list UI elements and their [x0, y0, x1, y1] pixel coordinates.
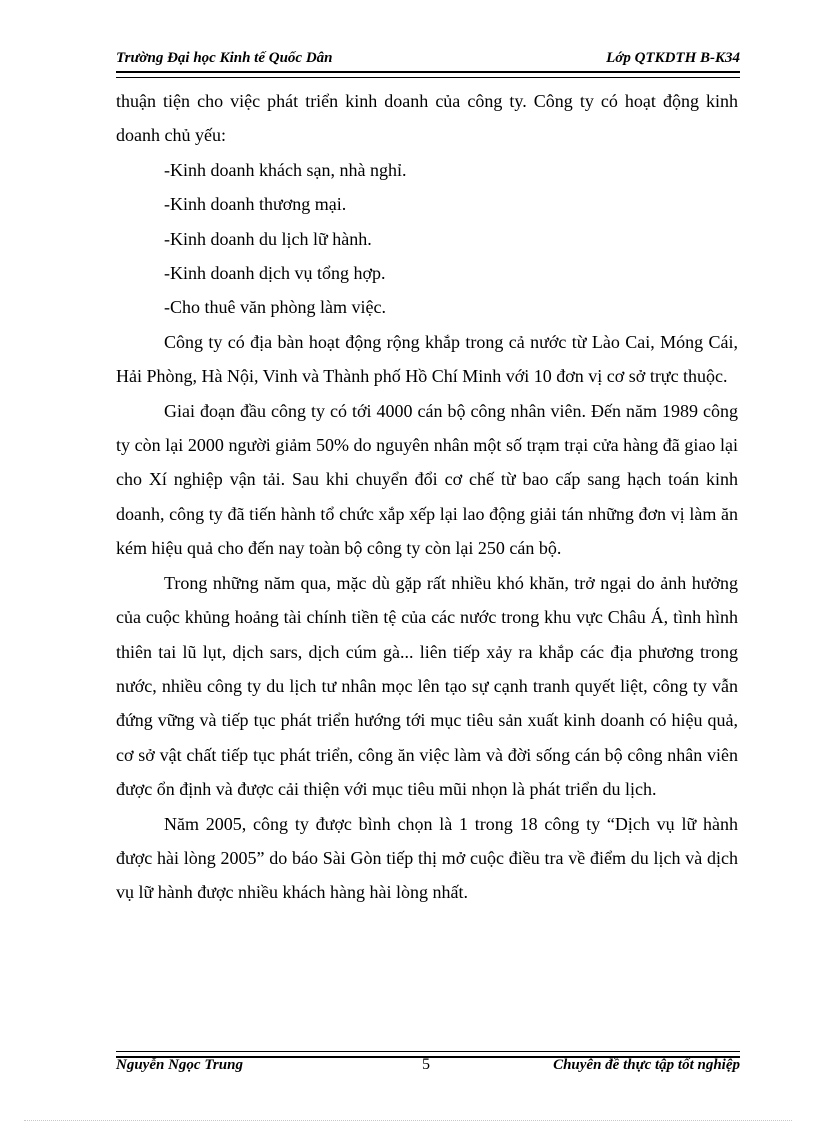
page-footer	[116, 1057, 740, 1077]
activity-item: -Kinh doanh du lịch lữ hành.	[164, 228, 372, 249]
body-paragraph: Công ty có địa bàn hoạt động rộng khắp trong cả nước từ Lào Cai, Móng Cái, Hải Phòng, Hà Nội, Vinh và Thành phố Hồ Chí Minh với 10 đơn vị cơ sở trực thuộc.	[116, 331, 738, 387]
footer-author: Nguyễn Ngọc Trung	[116, 1057, 243, 1073]
header-rule	[116, 71, 740, 78]
footer-title: Chuyên đề thực tập tốt nghiệp	[553, 1057, 740, 1073]
body-paragraph: Năm 2005, công ty được bình chọn là 1 trong 18 công ty “Dịch vụ lữ hành được hài lòng 2005” do báo Sài Gòn tiếp thị mở cuộc điều tra về điểm du lịch và dịch vụ lữ hành được nhiều khách hàng hài lòng nhất.	[116, 813, 738, 903]
intro-paragraph: thuận tiện cho việc phát triển kinh doanh của công ty. Công ty có hoạt động kinh doanh chủ yếu:	[116, 91, 738, 146]
header-class: Lớp QTKDTH B-K34	[606, 50, 740, 66]
activity-item: -Cho thuê văn phòng làm việc.	[164, 297, 386, 318]
activity-item: -Kinh doanh dịch vụ tổng hợp.	[164, 263, 386, 284]
activity-item: -Kinh doanh khách sạn, nhà nghỉ.	[164, 159, 407, 180]
page-edge-divider	[24, 1120, 792, 1121]
body-paragraph: Trong những năm qua, mặc dù gặp rất nhiều khó khăn, trở ngại do ảnh hưởng của cuộc khủng hoảng tài chính tiền tệ của các nước trong khu vực Châu Á, tình hình thiên tai lũ lụt, dịch sars, dịch cúm gà... liên tiếp xảy ra khắp các địa phương trong nước, nhiều công ty du lịch tư nhân mọc lên tạo sự cạnh tranh quyết liệt, công ty vẫn đứng vững và tiếp tục phát triển hướng tới mục tiêu sản xuất kinh doanh có hiệu quả, cơ sở vật chất tiếp tục phát triển, công ăn việc làm và đời sống cán bộ công nhân viên được ổn định và được cải thiện với mục tiêu mũi nhọn là phát triển du lịch.	[116, 572, 738, 800]
body-paragraph: Giai đoạn đầu công ty có tới 4000 cán bộ công nhân viên. Đến năm 1989 công ty còn lại 2000 người giảm 50% do nguyên nhân một số trạm trại cửa hàng đã giao lại cho Xí nghiệp vận tải. Sau khi chuyển đổi cơ chế từ bao cấp sang hạch toán kinh doanh, công ty đã tiến hành tổ chức xắp xếp lại lao động giải tán những đơn vị làm ăn kém hiệu quả cho đến nay toàn bộ công ty còn lại 250 cán bộ.	[116, 400, 738, 559]
page-body	[116, 84, 738, 910]
activity-item: -Kinh doanh thương mại.	[164, 194, 347, 215]
page-header	[116, 50, 740, 70]
header-university: Trường Đại học Kinh tế Quốc Dân	[116, 50, 333, 66]
page-number: 5	[422, 1056, 430, 1073]
